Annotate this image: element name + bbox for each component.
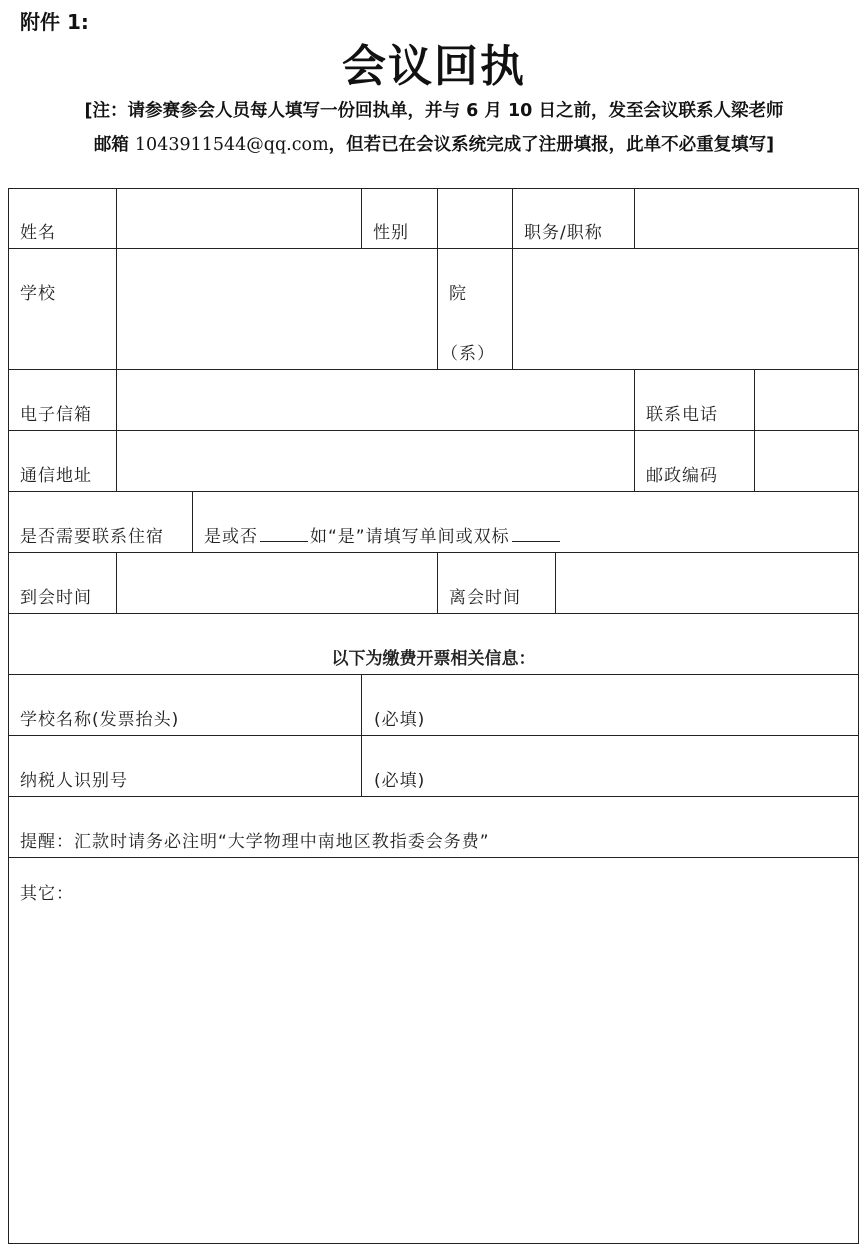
note-line-2 [0, 131, 868, 156]
table-border-bottom [8, 1243, 859, 1244]
lodging-label: 是否需要联系住宿 [20, 527, 164, 547]
email-input-cell[interactable] [117, 370, 633, 429]
gender-label: 性别 [373, 223, 409, 243]
note-line-2-suffix: ，但若已在会议系统完成了注册填报，此单不必重复填写] [328, 135, 775, 155]
attachment-label: 附件 1: [20, 10, 89, 34]
row-divider [8, 735, 859, 736]
address-input-cell[interactable] [117, 431, 633, 490]
school-label: 学校 [20, 284, 56, 304]
col-divider [437, 248, 438, 370]
invoice-section-header: 以下为缴费开票相关信息： [331, 649, 536, 669]
phone-input-cell[interactable] [755, 370, 857, 429]
taxpayer-id-label: 纳税人识别号 [20, 771, 128, 791]
col-divider [437, 552, 438, 614]
row-divider [8, 674, 859, 675]
col-divider [512, 188, 513, 249]
position-label: 职务/职称 [524, 223, 603, 243]
contact-email: 1043911544@qq.com [134, 135, 329, 155]
row-divider [8, 796, 859, 797]
page-title: 会议回执 [342, 41, 526, 92]
col-divider [361, 674, 362, 797]
lodging-question [204, 522, 562, 547]
name-label: 姓名 [20, 223, 56, 243]
departure-input-cell[interactable] [556, 553, 857, 612]
name-input-cell[interactable] [117, 189, 360, 247]
departure-label: 离会时间 [449, 588, 521, 608]
col-divider [634, 369, 635, 492]
lodging-yes-no-text: 是或否 [204, 527, 258, 547]
lodging-room-type-blank[interactable] [512, 527, 560, 542]
note-line-1: [注：请参赛参会人员每人填写一份回执单，并与 6 月 10 日之前，发至会议联系人梁老师 [84, 101, 784, 121]
email-label: 电子信箱 [20, 405, 92, 425]
col-divider [361, 188, 362, 249]
taxpayer-id-required[interactable]: (必填) [374, 771, 426, 791]
postcode-label: 邮政编码 [646, 466, 718, 486]
table-border-right [858, 188, 859, 1244]
note-line-2-prefix: 邮箱 [93, 135, 135, 155]
position-input-cell[interactable] [635, 189, 857, 247]
row-divider [8, 613, 859, 614]
phone-label: 联系电话 [646, 405, 718, 425]
lodging-yes-no-blank[interactable] [260, 527, 308, 542]
department-label-bottom: （系） [441, 344, 495, 364]
school-input-cell[interactable] [117, 249, 436, 368]
row-divider [8, 491, 859, 492]
row-divider [8, 857, 859, 858]
school-invoice-required[interactable]: (必填) [374, 710, 426, 730]
arrival-label: 到会时间 [20, 588, 92, 608]
arrival-input-cell[interactable] [117, 553, 436, 612]
gender-input-cell[interactable] [438, 189, 511, 247]
department-input-cell[interactable] [513, 249, 857, 368]
col-divider [192, 491, 193, 553]
school-invoice-label: 学校名称(发票抬头) [20, 710, 180, 730]
lodging-room-type-text: 如“是”请填写单间或双标 [310, 527, 510, 547]
postcode-input-cell[interactable] [755, 431, 857, 490]
payment-reminder: 提醒：汇款时请务必注明“大学物理中南地区教指委会务费” [20, 832, 490, 852]
department-label-top: 院 [449, 284, 467, 304]
other-label: 其它： [20, 884, 74, 904]
address-label: 通信地址 [20, 466, 92, 486]
other-input-area[interactable] [9, 905, 857, 1241]
